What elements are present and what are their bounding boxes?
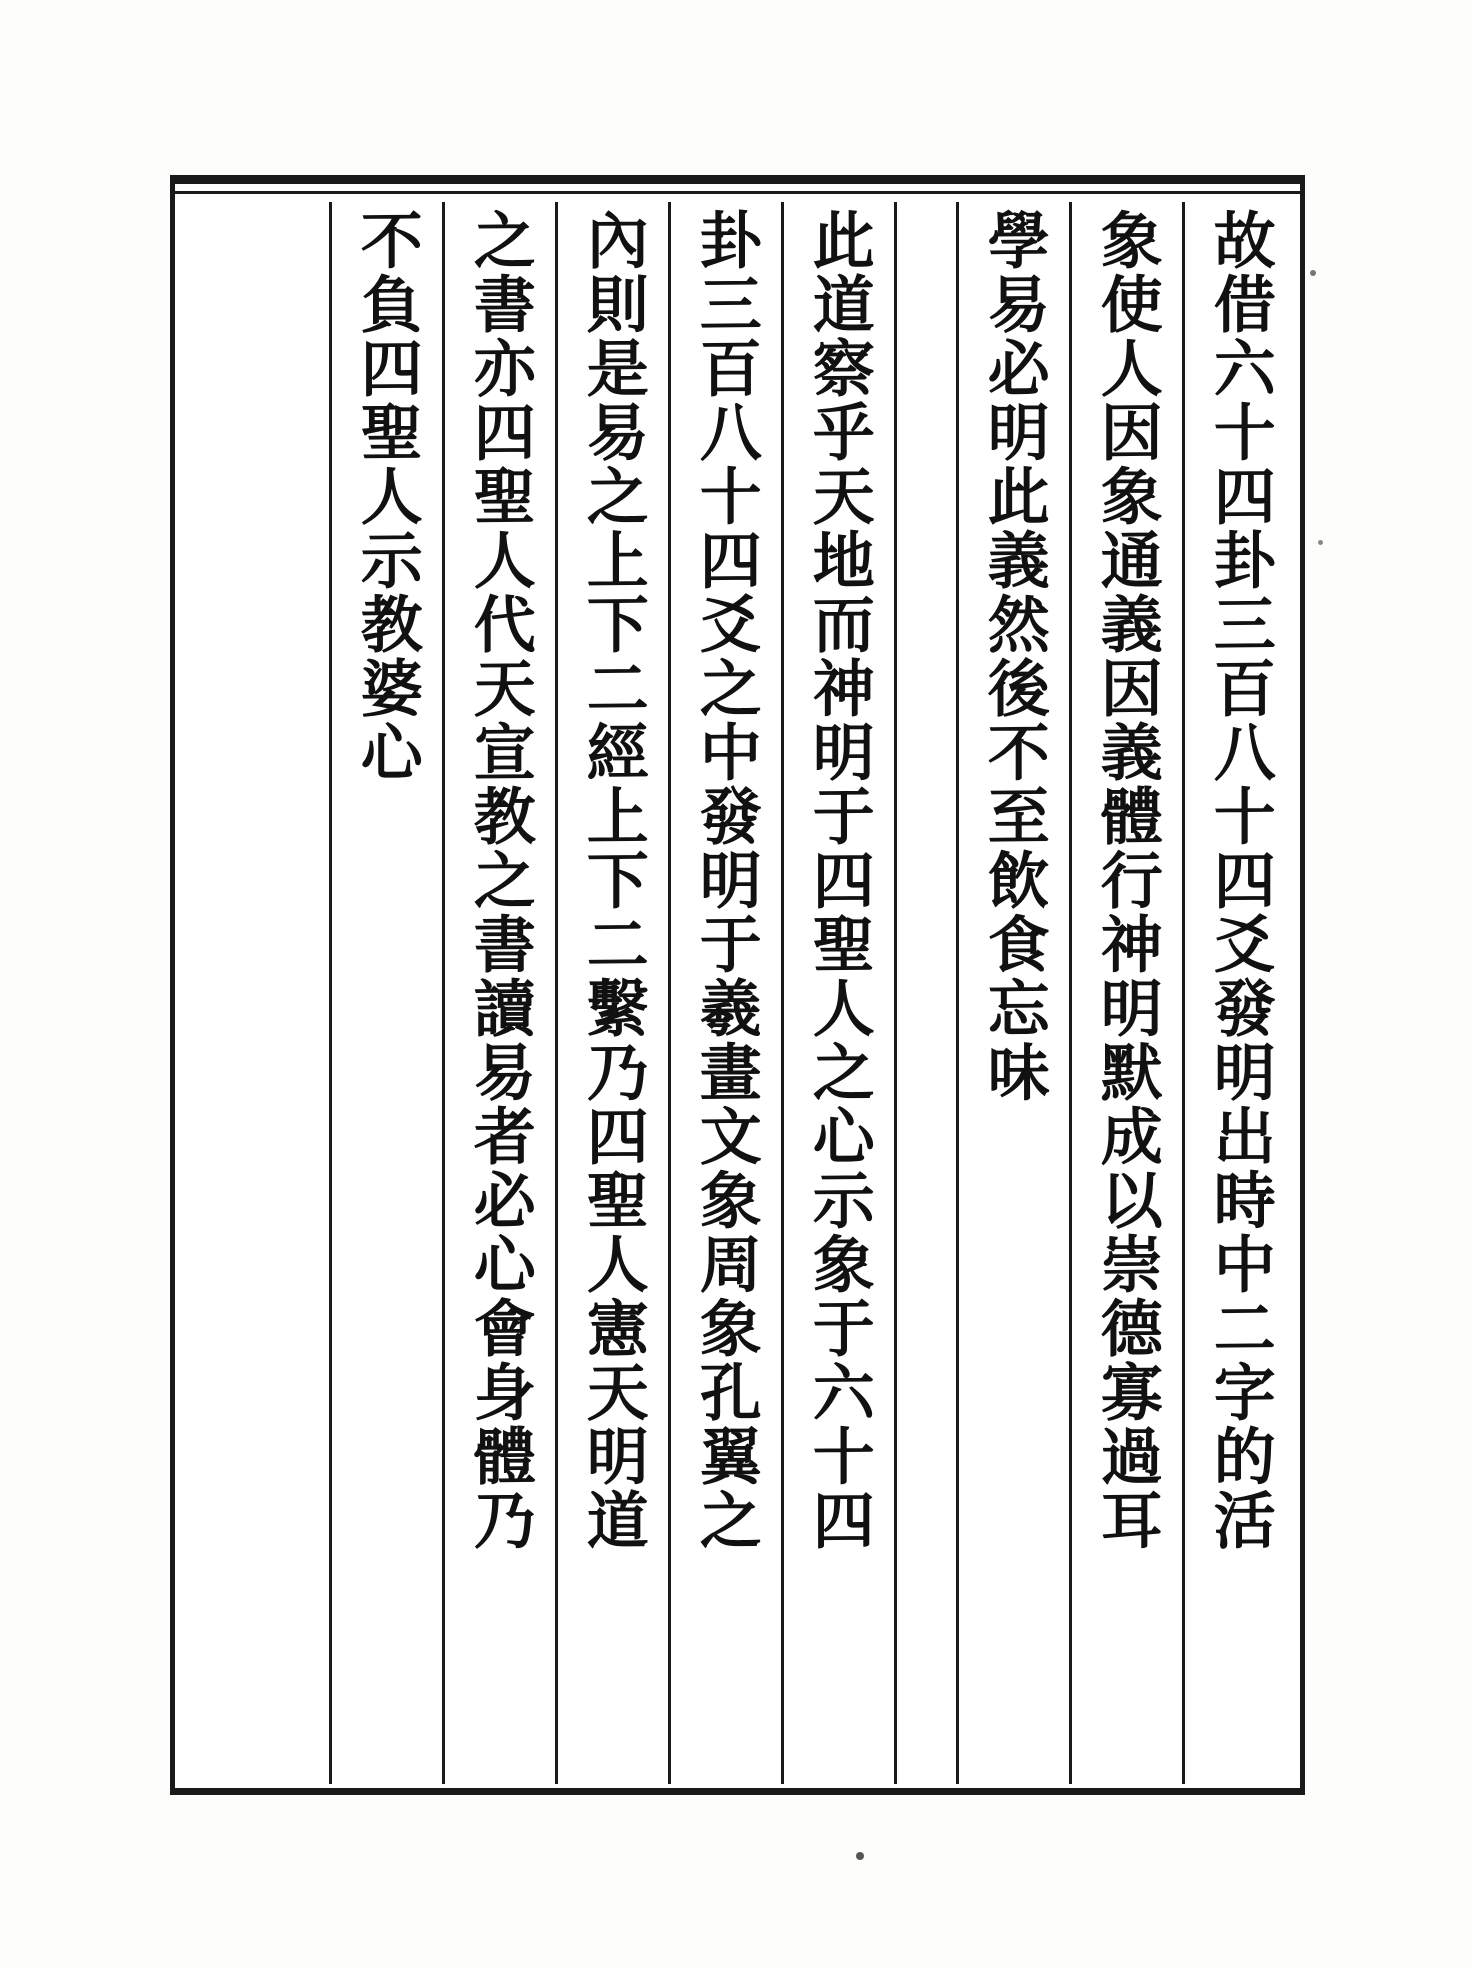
column-text: 象使人因象通義因義體行神明默成以崇德寡過耳 <box>1090 207 1164 1553</box>
column-text: 學易必明此義然後不至飲食忘味 <box>977 207 1051 1105</box>
text-column-2 <box>1069 202 1182 1784</box>
text-block-frame <box>170 175 1305 1795</box>
text-column-5 <box>781 202 894 1784</box>
column-text: 不負四聖人示教婆心 <box>350 207 424 785</box>
text-column-8 <box>442 202 555 1784</box>
column-text: 內則是易之上下二經上下二繫乃四聖人憲天明道 <box>576 207 650 1553</box>
column-text: 卦三百八十四爻之中發明于羲畫文象周象孔翼之 <box>689 207 763 1553</box>
text-column-1 <box>1182 202 1295 1784</box>
text-column-9 <box>329 202 442 1784</box>
ink-speck <box>856 1852 864 1860</box>
ink-speck <box>1318 540 1323 545</box>
ink-speck <box>1310 270 1316 276</box>
text-column-7 <box>555 202 668 1784</box>
column-text: 此道察乎天地而神明于四聖人之心示象于六十四 <box>802 207 876 1553</box>
text-columns-container <box>180 202 1295 1784</box>
column-text: 之書亦四聖人代天宣教之書讀易者必心會身體乃 <box>463 207 537 1553</box>
text-column-3 <box>956 202 1069 1784</box>
text-column-6 <box>668 202 781 1784</box>
text-column-4-blank <box>894 202 956 1784</box>
column-text: 故借六十四卦三百八十四爻發明出時中二字的活 <box>1203 207 1277 1553</box>
